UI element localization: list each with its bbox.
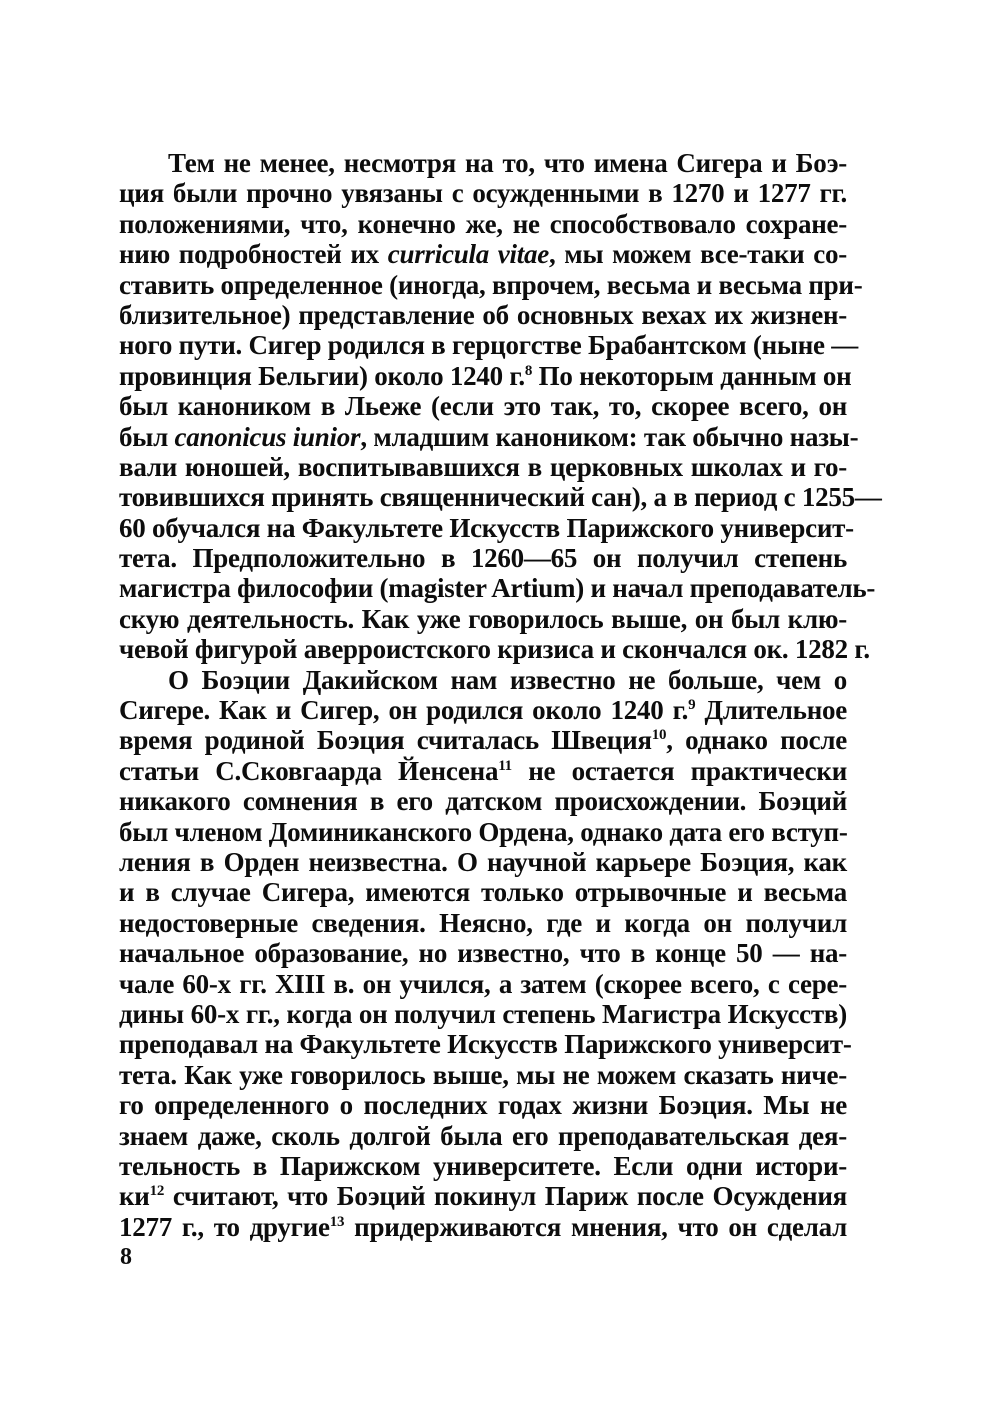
text-line — [119, 847, 847, 877]
latin-term: curricula vitae — [387, 239, 550, 270]
footnote-ref: 9 — [688, 697, 696, 714]
line-text: статьи С.Сковгаарда Йенсена — [119, 755, 499, 786]
line-text: начальное образование, но известно, что в конце 50 — на- — [119, 938, 847, 969]
line-text: тельность в Парижском университете. Если одни истори- — [119, 1150, 847, 1181]
text-line — [119, 908, 847, 938]
text-line — [119, 817, 847, 847]
text-line — [119, 209, 847, 239]
text-line — [119, 877, 847, 907]
line-text: тета. Предположительно в 1260—65 он получил степень — [119, 543, 847, 574]
line-text: чале 60-х гг. XIII в. он учился, а затем (скорее всего, с сере- — [119, 968, 847, 999]
line-text: считают, что Боэций покинул Париж после Осуждения — [164, 1181, 847, 1212]
text-line — [119, 178, 847, 208]
line-text: недостоверные сведения. Неясно, где и когда он получил — [119, 907, 847, 938]
text-line — [119, 1029, 852, 1060]
text-line — [119, 452, 847, 482]
text-line — [119, 512, 854, 543]
line-text: ления в Орден неизвестна. О научной карьере Боэция, как — [119, 846, 847, 877]
line-text: преподавал на Факультете Искусств Парижского университ- — [119, 1029, 852, 1060]
page-number: 8 — [120, 1244, 132, 1270]
text-line — [119, 665, 847, 695]
line-text: ставить определенное (иногда, впрочем, весьма и весьма при- — [119, 269, 863, 300]
text-line — [119, 391, 847, 421]
line-text: был членом Доминиканского Ордена, однако дата его вступ- — [119, 816, 848, 847]
text-line — [119, 604, 847, 634]
text-line — [119, 1090, 847, 1120]
line-text: ного пути. Сигер родился в герцогстве Брабантском (ныне — — [119, 330, 859, 361]
text-line — [119, 269, 863, 300]
text-line — [119, 1060, 847, 1090]
line-text: был каноником в Льеже (если это так, то, скорее всего, он — [119, 391, 847, 422]
line-text: положениями, что, конечно же, не способствовало сохране- — [119, 208, 847, 239]
body-text — [119, 148, 882, 1242]
line-text: Сигере. Как и Сигер, он родился около 1240 г. — [119, 695, 689, 726]
line-text: По некоторым данным он — [532, 360, 852, 391]
latin-term: canonicus iunior — [174, 421, 361, 452]
line-text: магистра философии (magister Artium) и начал преподаватель- — [119, 573, 876, 604]
line-text: ки — [119, 1181, 150, 1212]
line-text: и в случае Сигера, имеются только отрывочные и весьма — [119, 877, 847, 908]
line-text: , мы можем все-таки со- — [549, 239, 847, 270]
text-line — [119, 360, 852, 391]
text-line — [119, 330, 859, 361]
line-text: знаем даже, сколь долгой была его преподавательская дея- — [119, 1120, 847, 1151]
line-text: скую деятельность. Как уже говорилось выше, он был клю- — [119, 603, 847, 634]
line-text: , однако после — [666, 725, 847, 756]
line-text: никакого сомнения в его датском происхождении. Боэций — [119, 786, 847, 817]
line-text: товившихся принять священнический сан), а в период с 1255— — [119, 482, 882, 513]
text-line — [119, 634, 870, 665]
text-line — [119, 573, 876, 604]
text-line — [119, 725, 847, 755]
line-text: Тем не менее, несмотря на то, что имена Сигера и Боэ- — [168, 148, 847, 178]
line-text: 1277 г., то другие — [119, 1211, 330, 1242]
footnote-ref: 10 — [651, 727, 667, 744]
text-line — [119, 239, 847, 269]
footnote-ref: 12 — [149, 1183, 165, 1200]
text-line — [119, 756, 847, 786]
line-text: близительное) представление об основных вехах их жизнен- — [119, 299, 847, 330]
line-text: О Боэции Дакийском нам известно не больше, чем о — [168, 664, 847, 695]
line-text: 60 обучался на Факультете Искусств Парижского университ- — [119, 512, 854, 543]
line-text: чевой фигурой аверроистского кризиса и скончался ок. 1282 г. — [119, 634, 870, 665]
footnote-ref: 8 — [524, 362, 533, 379]
text-line — [119, 938, 847, 968]
text-line — [119, 969, 847, 999]
line-text: придерживаются мнения, что он сделал — [344, 1211, 847, 1242]
text-line — [119, 1121, 847, 1151]
line-text: тета. Как уже говорилось выше, мы не можем сказать ниче- — [119, 1059, 847, 1090]
line-text: был — [119, 421, 175, 452]
line-text: , младшим каноником: так обычно назы- — [360, 421, 859, 452]
text-line — [119, 695, 847, 725]
footnote-ref: 13 — [329, 1213, 345, 1230]
line-text: время родиной Боэция считалась Швеция — [119, 725, 652, 756]
text-line — [119, 482, 882, 513]
line-text: Длительное — [695, 695, 848, 726]
text-line — [119, 300, 847, 330]
footnote-ref: 11 — [498, 757, 512, 774]
line-text: вали юношей, воспитывавшихся в церковных школах и го- — [119, 451, 847, 482]
text-line — [119, 1212, 847, 1242]
text-line — [119, 1151, 847, 1181]
text-line — [119, 786, 847, 816]
line-text: нию подробностей их — [119, 239, 388, 270]
line-text: го определенного о последних годах жизни Боэция. Мы не — [119, 1090, 847, 1121]
line-text: ция были прочно увязаны с осужденными в 1270 и 1277 гг. — [119, 178, 847, 209]
text-line — [119, 1181, 847, 1211]
text-line — [119, 148, 847, 178]
text-line — [119, 421, 859, 452]
text-line — [119, 543, 847, 573]
line-text: провинция Бельгии) около 1240 г. — [119, 360, 525, 391]
line-text: дины 60-х гг., когда он получил степень Магистра Искусств) — [119, 998, 847, 1029]
text-line — [119, 999, 847, 1029]
line-text: не остается практически — [511, 755, 848, 786]
